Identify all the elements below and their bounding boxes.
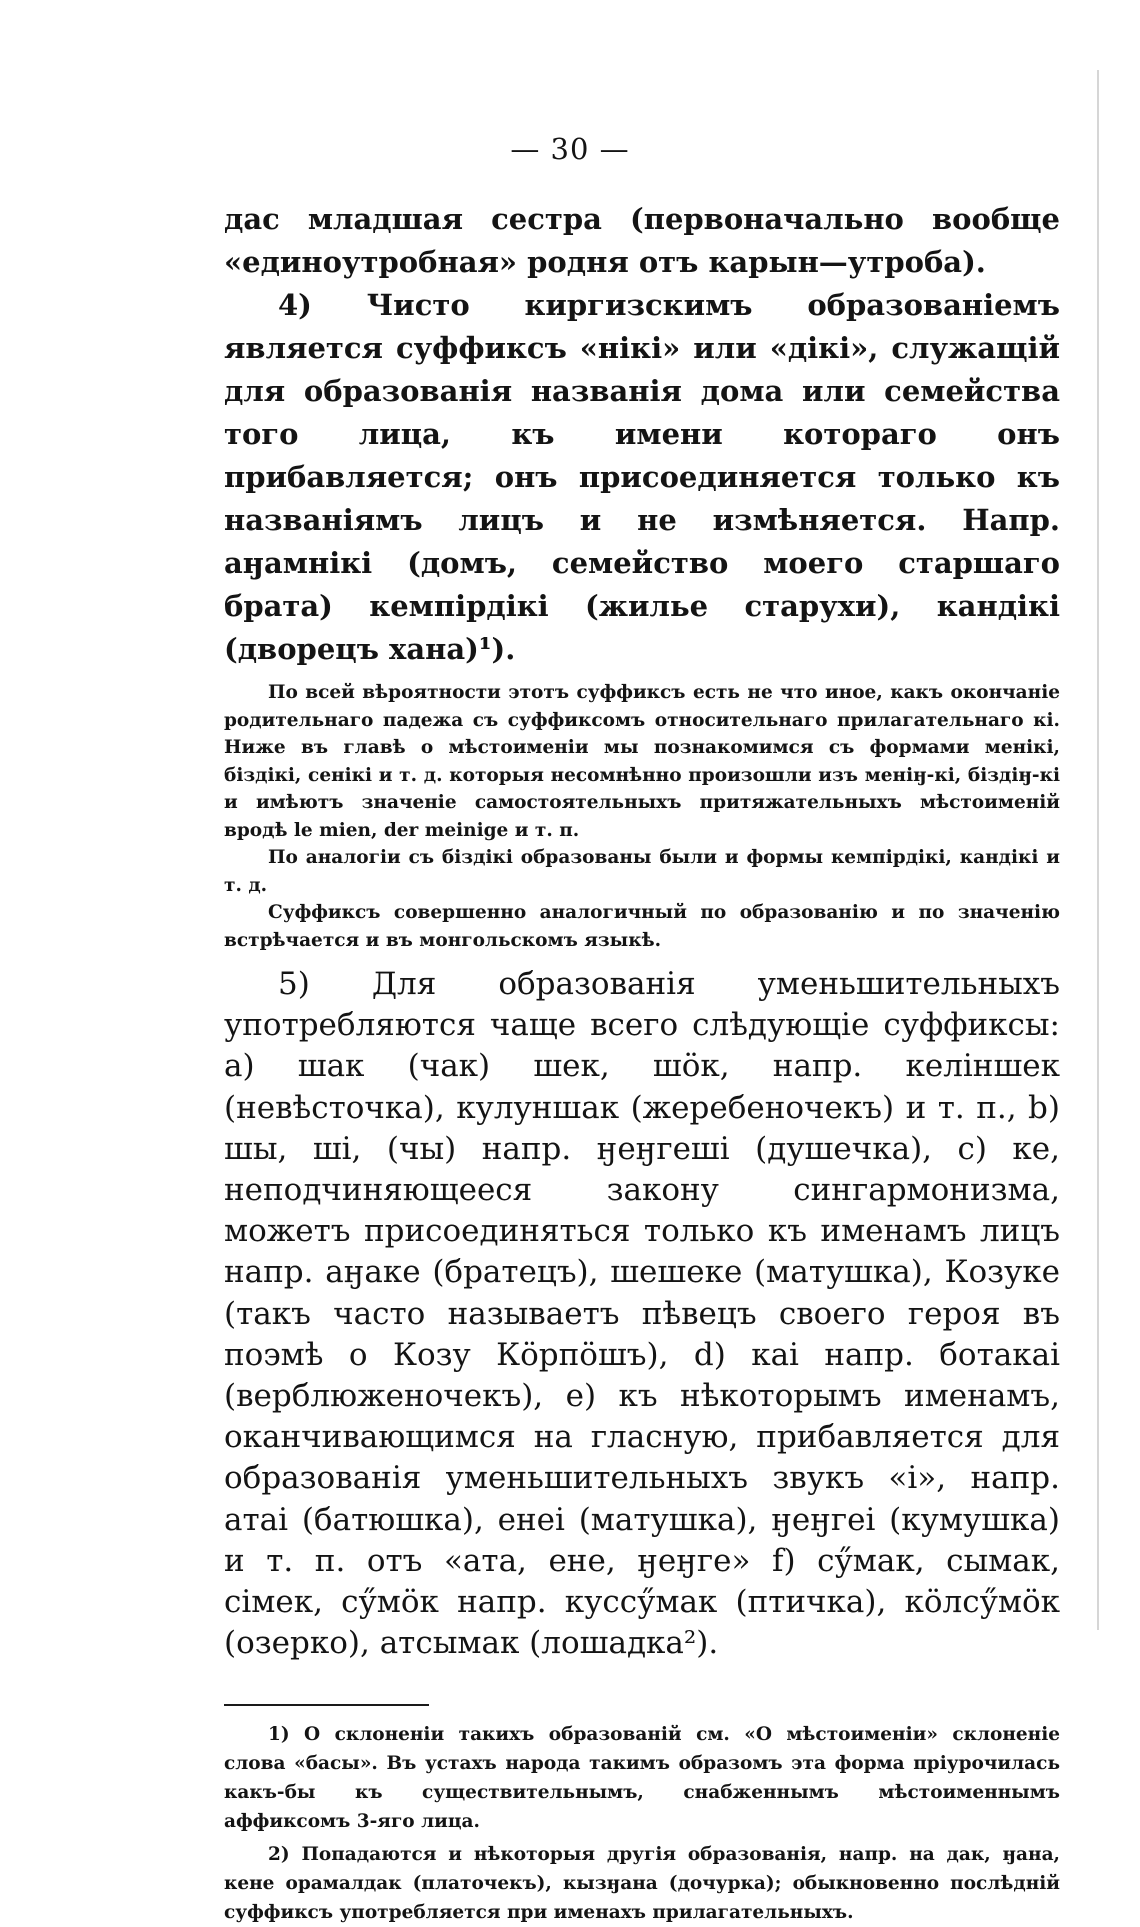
page-edge-line xyxy=(1097,70,1099,1630)
main-text xyxy=(224,198,1060,1927)
paragraph-section-5: 5) Для образованія уменьшительныхъ употребляются чаще всего слѣдующіе суффиксы: a) шак (чак) шек, шӧк, напр. келіншек (невѣсточка), кулуншак (жеребеночекъ) и т. п., b) шы, ші, (чы) напр. ӈеӈгеші (душечка), c) ке, неподчиняющееся закону сингармонизма, можетъ присоединяться только къ именамъ лицъ напр. аӈаке (братецъ), шешеке (матушка), Козуке (такъ часто называетъ пѣвецъ своего героя въ поэмѣ о Козу Кӧрпӧшъ), d) каі напр. ботакаі (верблюженочекъ), e) къ нѣкоторымъ именамъ, оканчивающимся на гласную, прибавляется для образованія уменьшительныхъ звукъ «і», напр. атаі (батюшка), енеі (матушка), ӈеӈгеі (кумушка) и т. п. отъ «ата, ене, ӈеӈге» f) сӳмак, сымак, сімек, сӳмӧк напр. куссӳмак (птичка), кӧлсӳмӧк (озерко), атсымак (лошадка²). xyxy=(224,966,1060,1662)
small-print-note: По аналогіи съ біздікі образованы были и формы кемпірдікі, кандікі и т. д. xyxy=(224,847,1060,896)
paragraph-continued: дас младшая сестра (первоначально вообще «единоутробная» родня отъ карын—утроба). xyxy=(224,202,1060,279)
footnote-2: 2) Попадаются и нѣкоторыя другія образованія, напр. на дак, ӈана, кене орамалдак (платочекъ), кызӈана (дочурка); обыкновенно послѣдній суффиксъ употребляется при именахъ прилагательныхъ. xyxy=(224,1844,1060,1924)
footnote-separator xyxy=(224,1704,429,1706)
small-print-note: Суффиксъ совершенно аналогичный по образованію и по значенію встрѣчается и въ монгольскомъ языкѣ. xyxy=(224,902,1060,951)
small-print-note: По всей вѣроятности этотъ суффиксъ есть не что иное, какъ окончаніе родительнаго падежа съ суффиксомъ относительнаго прилагательнаго кі. Ниже въ главѣ о мѣстоименіи мы познакомимся съ формами менікі, біздікі, сенікі и т. д. которыя несомнѣнно произошли изъ меніӈ-кі, біздіӈ-кі и имѣютъ значеніе самостоятельныхъ притяжательныхъ мѣстоименій вродѣ le mien, der meinige и т. п. xyxy=(224,682,1060,841)
paragraph-section-4: 4) Чисто киргизскимъ образованіемъ является суффиксъ «нікі» или «дікі», служащій для образованія названія дома или семейства того лица, къ имени котораго онъ прибавляется; онъ присоединяется только къ названіямъ лицъ и не измѣняется. Напр. аӈамнікі (домъ, семейство моего старшаго брата) кемпірдікі (жилье старухи), кандікі (дворецъ хана)¹). xyxy=(224,288,1060,666)
page-number: — 30 — xyxy=(510,132,630,166)
footnote-1: 1) О склоненіи такихъ образованій см. «О мѣстоименіи» склоненіе слова «басы». Въ устахъ народа такимъ образомъ эта форма пріурочилась какъ-бы къ существительнымъ, снабженнымъ мѣстоименнымъ аффиксомъ 3-яго лица. xyxy=(224,1724,1060,1833)
small-print-notes xyxy=(224,679,1060,954)
